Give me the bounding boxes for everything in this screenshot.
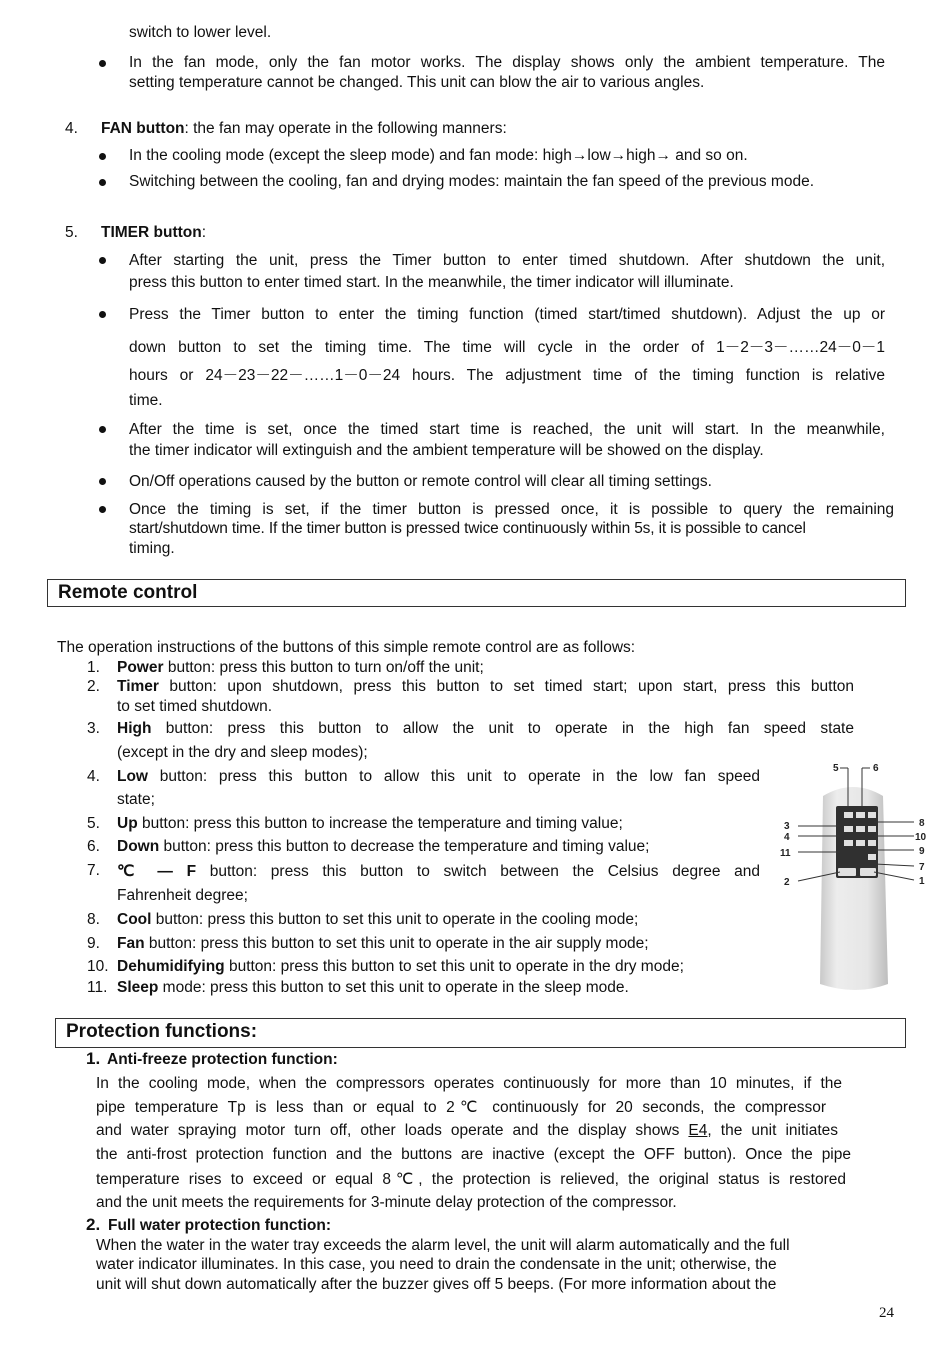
text-line: (except in the dry and sleep modes); bbox=[117, 744, 368, 761]
figure-label: 9 bbox=[919, 846, 925, 857]
figure-label: 10 bbox=[915, 832, 927, 843]
text-line: and water spraying motor turn off, other loads operate and the display shows E4, the unit initiates bbox=[96, 1122, 839, 1139]
text-line: to set timed shutdown. bbox=[117, 698, 273, 715]
bullet bbox=[99, 179, 106, 186]
page-number: 24 bbox=[879, 1305, 894, 1321]
text-line: Fahrenheit degree; bbox=[117, 887, 248, 904]
timer-title: TIMER button bbox=[101, 224, 202, 241]
bullet bbox=[99, 478, 106, 485]
text-line: hours or 24－23－22－……1－0－24 hours. The adjustment time of the timing function is relative bbox=[129, 367, 885, 384]
text-line: The operation instructions of the buttons of this simple remote control are as follows: bbox=[57, 639, 636, 656]
section-heading-protection-functions: Protection functions: bbox=[55, 1018, 906, 1048]
figure-label: 11 bbox=[780, 848, 791, 859]
text-line: the anti-frost protection function and the buttons are inactive (except the OFF button). Once the pipe bbox=[96, 1146, 851, 1163]
item-number: 3. bbox=[87, 720, 100, 737]
item-number: 1. bbox=[87, 659, 100, 676]
item-number: 7. bbox=[87, 862, 100, 879]
text-line: press this button to enter timed start. In the meanwhile, the timer indicator will illuminate. bbox=[129, 274, 734, 291]
remote-item-low: Low button: press this button to allow this unit to operate in the low fan speed bbox=[117, 768, 760, 785]
figure-label: 7 bbox=[919, 862, 925, 873]
fan-title-rest: : the fan may operate in the following manners: bbox=[184, 120, 507, 137]
full-water-title: Full water protection function: bbox=[108, 1217, 332, 1234]
text-line: time. bbox=[129, 392, 163, 409]
remote-item-sleep: Sleep mode: press this button to set this unit to operate in the sleep mode. bbox=[117, 979, 629, 996]
text-line: unit will shut down automatically after the buzzer gives off 5 beeps. (For more information about the bbox=[96, 1276, 777, 1293]
item-number: 8. bbox=[87, 911, 100, 928]
figure-label: 4 bbox=[784, 832, 790, 843]
item-number: 10. bbox=[87, 958, 109, 975]
item-number: 4. bbox=[65, 120, 78, 137]
item-number: 4. bbox=[87, 768, 100, 785]
text-line: temperature rises to exceed or equal 8℃, the protection is relieved, the original status is restored bbox=[96, 1171, 846, 1188]
figure-label: 6 bbox=[873, 763, 879, 774]
text-line: pipe temperature Tp is less than or equal to 2℃ continuously for 20 seconds, the compressor bbox=[96, 1099, 826, 1116]
timer-title-rest: : bbox=[201, 224, 207, 241]
bullet bbox=[99, 506, 106, 513]
text-line: and the unit meets the requirements for 3-minute delay protection of the compressor. bbox=[96, 1194, 677, 1211]
section-heading-remote-control: Remote control bbox=[47, 579, 906, 607]
text-line: water indicator illuminates. In this case, you need to drain the condensate in the unit; otherwise, the bbox=[96, 1256, 777, 1273]
text-line: timing. bbox=[129, 540, 175, 557]
text-line: switch to lower level. bbox=[129, 24, 272, 41]
timer-heading bbox=[101, 224, 206, 242]
item-number: 1. bbox=[86, 1049, 101, 1068]
text-line: In the cooling mode (except the sleep mode) and fan mode: high→low→high→ and so on. bbox=[129, 147, 748, 164]
text-line: After starting the unit, press the Timer button to enter timed shutdown. After shutdown the unit, bbox=[129, 252, 885, 269]
figure-label: 5 bbox=[833, 763, 839, 774]
text-line: Switching between the cooling, fan and drying modes: maintain the fan speed of the previous mode. bbox=[129, 173, 815, 190]
text-line: After the time is set, once the timed start time is reached, the unit will start. In the meanwhile, bbox=[129, 421, 885, 438]
text-line: down button to set the timing time. The time will cycle in the order of 1－2－3－……24－0－1 bbox=[129, 339, 885, 356]
fan-title: FAN button bbox=[101, 120, 185, 137]
bullet bbox=[99, 311, 106, 318]
remote-item-high: High button: press this button to allow the unit to operate in the high fan speed state bbox=[117, 720, 854, 737]
item-number: 2. bbox=[87, 678, 100, 695]
text-line: Once the timing is set, if the timer button is pressed once, it is possible to query the remaining bbox=[129, 501, 894, 518]
text-line: state; bbox=[117, 791, 155, 808]
figure-label: 1 bbox=[919, 876, 925, 887]
text-line: start/shutdown time. If the timer button is pressed twice continuously within 5s, it is possible to cancel bbox=[129, 520, 806, 537]
text-line: In the fan mode, only the fan motor works. The display shows only the ambient temperature. The bbox=[129, 54, 885, 71]
text-line: setting temperature cannot be changed. This unit can blow the air to various angles. bbox=[129, 74, 705, 91]
remote-control-figure bbox=[778, 748, 943, 998]
item-number: 5. bbox=[65, 224, 78, 241]
remote-item-timer: Timer button: upon shutdown, press this button to set timed start; upon start, press this button bbox=[117, 678, 854, 695]
figure-label: 2 bbox=[784, 877, 790, 888]
remote-item-up: Up button: press this button to increase the temperature and timing value; bbox=[117, 815, 623, 832]
text-line: On/Off operations caused by the button or remote control will clear all timing settings. bbox=[129, 473, 712, 490]
item-number: 5. bbox=[87, 815, 100, 832]
bullet bbox=[99, 60, 106, 67]
item-number: 11. bbox=[87, 979, 108, 996]
remote-item-down: Down button: press this button to decrease the temperature and timing value; bbox=[117, 838, 650, 855]
remote-item-power: Power button: press this button to turn on/off the unit; bbox=[117, 659, 484, 676]
item-number: 2. bbox=[86, 1215, 101, 1234]
remote-item-celsius-fahrenheit: ℃ — F button: press this button to switch between the Celsius degree and bbox=[117, 863, 760, 880]
bullet bbox=[99, 153, 106, 160]
remote-item-fan: Fan button: press this button to set this unit to operate in the air supply mode; bbox=[117, 935, 649, 952]
text-line: When the water in the water tray exceeds the alarm level, the unit will alarm automatically and the full bbox=[96, 1237, 790, 1254]
item-number: 9. bbox=[87, 935, 100, 952]
remote-item-cool: Cool button: press this button to set this unit to operate in the cooling mode; bbox=[117, 911, 639, 928]
bullet bbox=[99, 257, 106, 264]
bullet bbox=[99, 426, 106, 433]
text-line: the timer indicator will extinguish and the ambient temperature will be showed on the display. bbox=[129, 442, 764, 459]
item-number: 6. bbox=[87, 838, 100, 855]
text-line: In the cooling mode, when the compressors operates continuously for more than 10 minutes, if the bbox=[96, 1075, 842, 1092]
fan-heading bbox=[101, 120, 507, 138]
error-code: E4 bbox=[688, 1122, 708, 1139]
text-line: Press the Timer button to enter the timing function (timed start/timed shutdown). Adjust the up or bbox=[129, 306, 885, 323]
anti-freeze-title: Anti-freeze protection function: bbox=[107, 1051, 338, 1068]
figure-label: 3 bbox=[784, 821, 790, 832]
figure-label: 8 bbox=[919, 818, 925, 829]
remote-item-dehumidifying: Dehumidifying button: press this button to set this unit to operate in the dry mode; bbox=[117, 958, 684, 975]
